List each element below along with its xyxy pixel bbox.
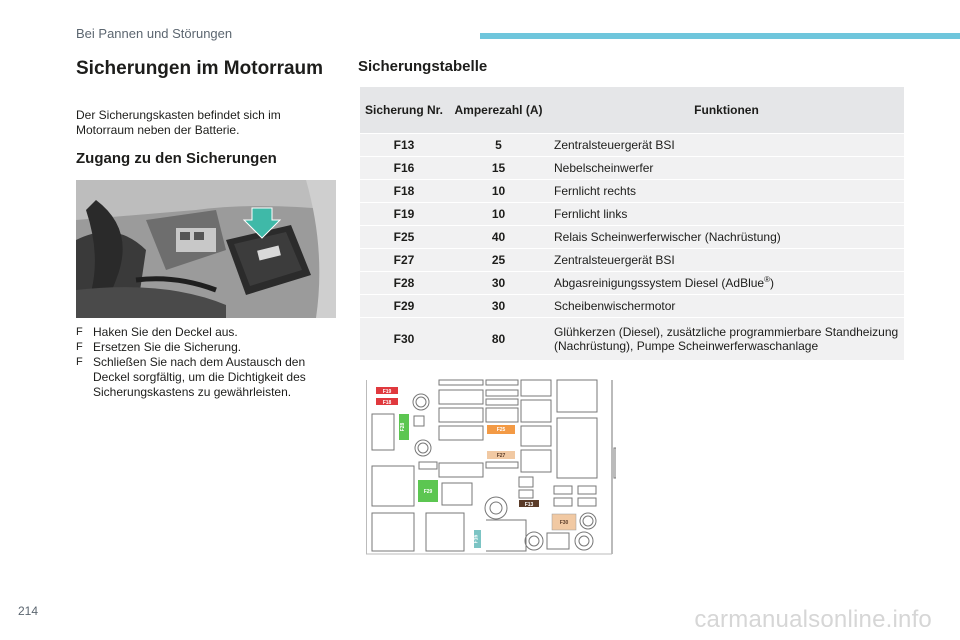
- list-item: F Schließen Sie nach dem Austausch den Deckel sorgfältig, um die Dichtigkeit des Sicherungskastens zu gewährleisten.: [76, 355, 306, 399]
- fuse-amps: 30: [448, 272, 549, 295]
- fuse-number: F18: [360, 180, 448, 203]
- fuse-table: [360, 87, 904, 360]
- table-row: [360, 272, 904, 295]
- fuse-label-f13: F13: [524, 502, 534, 508]
- fuse-function: Fernlicht rechts: [549, 180, 904, 203]
- table-header-row: [360, 87, 904, 134]
- instruction-list: [76, 325, 336, 400]
- fuse-number: F16: [360, 157, 448, 180]
- table-row: [360, 203, 904, 226]
- fuse-amps: 80: [448, 318, 549, 361]
- access-title: Zugang zu den Sicherungen: [76, 150, 277, 167]
- fuse-label-f30: F30: [559, 520, 569, 526]
- table-row: [360, 226, 904, 249]
- header-amperage: Amperezahl (A): [448, 87, 549, 134]
- table-row: [360, 295, 904, 318]
- list-item: F Ersetzen Sie die Sicherung.: [76, 340, 242, 354]
- fuse-number: F27: [360, 249, 448, 272]
- header-accent-bar: [480, 33, 960, 39]
- watermark: carmanualsonline.info: [694, 606, 932, 633]
- fuse-function: Relais Scheinwerferwischer (Nachrüstung): [549, 226, 904, 249]
- page-number: 214: [18, 604, 39, 618]
- fuse-label-f29: F29: [423, 489, 433, 495]
- fuse-label-f25: F25: [496, 427, 506, 433]
- fuse-function: Abgasreinigungssystem Diesel (AdBlue®): [549, 272, 904, 295]
- fuse-function: Scheibenwischermotor: [549, 295, 904, 318]
- arrow-bullet-icon: F: [76, 341, 83, 353]
- fuse-amps: 40: [448, 226, 549, 249]
- fuse-function: Fernlicht links: [549, 203, 904, 226]
- fuse-number: F25: [360, 226, 448, 249]
- fuse-amps: 30: [448, 295, 549, 318]
- fuse-number: F30: [360, 318, 448, 361]
- fuse-label-f27: F27: [496, 453, 506, 459]
- table-row: [360, 249, 904, 272]
- fuse-amps: 25: [448, 249, 549, 272]
- fuse-number: F29: [360, 295, 448, 318]
- fuse-number: F19: [360, 203, 448, 226]
- registered-mark: ®: [764, 275, 771, 284]
- fuse-label-f18: F18: [382, 400, 392, 406]
- table-row: [360, 134, 904, 157]
- fuse-amps: 15: [448, 157, 549, 180]
- fuse-function: Nebelscheinwerfer: [549, 157, 904, 180]
- table-title: Sicherungstabelle: [358, 58, 488, 75]
- fuse-label-f19: F19: [382, 389, 392, 395]
- header-functions: Funktionen: [549, 87, 904, 134]
- fuse-function: Zentralsteuergerät BSI: [549, 134, 904, 157]
- table-row: [360, 180, 904, 203]
- fuse-number: F28: [360, 272, 448, 295]
- intro-text: Der Sicherungskasten befindet sich im Motorraum neben der Batterie.: [76, 108, 281, 137]
- arrow-bullet-icon: F: [76, 356, 83, 368]
- fuse-label-f28: F28: [400, 422, 406, 432]
- fuse-box-diagram: [366, 378, 616, 556]
- page-title: Sicherungen im Motorraum: [76, 58, 324, 79]
- fuse-amps: 10: [448, 180, 549, 203]
- table-row: [360, 318, 904, 361]
- fuse-function: Zentralsteuergerät BSI: [549, 249, 904, 272]
- fuse-amps: 5: [448, 134, 549, 157]
- fuse-function: Glühkerzen (Diesel), zusätzliche programmierbare Standheizung (Nachrüstung), Pumpe Scheinwerferwaschanlage: [549, 318, 904, 361]
- arrow-bullet-icon: F: [76, 326, 83, 338]
- fuse-label-f16: F16: [473, 534, 480, 544]
- header-fuse-number: Sicherung Nr.: [360, 87, 448, 134]
- engine-bay-photo: [76, 180, 336, 318]
- fuse-number: F13: [360, 134, 448, 157]
- fuse-amps: 10: [448, 203, 549, 226]
- table-row: [360, 157, 904, 180]
- list-item: F Haken Sie den Deckel aus.: [76, 325, 238, 339]
- section-header: Bei Pannen und Störungen: [76, 26, 233, 41]
